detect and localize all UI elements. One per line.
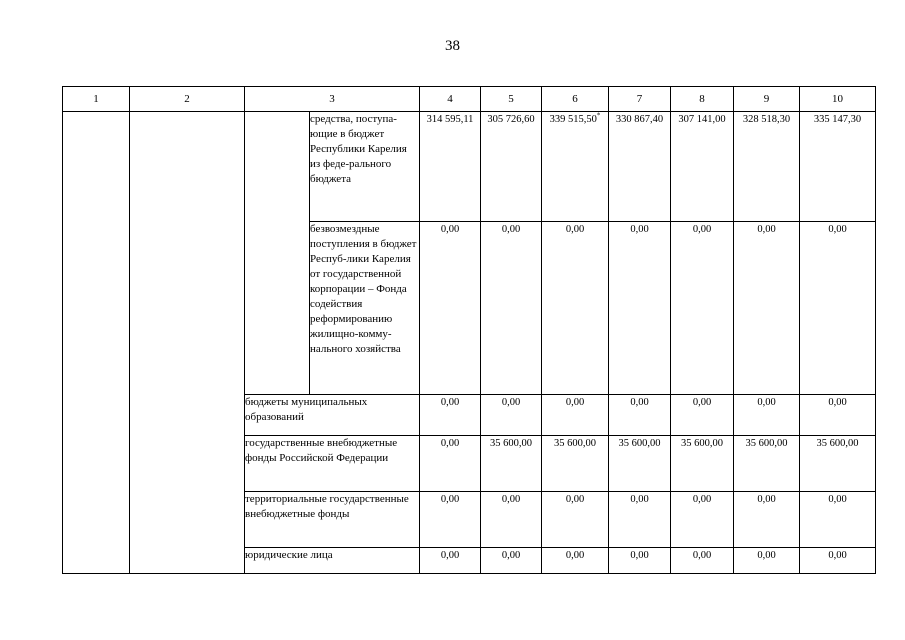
value-cell — [542, 112, 609, 222]
header-cell-7: 7 — [609, 87, 671, 112]
value-cell: 0,00 — [481, 492, 542, 548]
value-cell: 0,00 — [609, 222, 671, 395]
value-cell: 35 600,00 — [609, 436, 671, 492]
value-cell: 0,00 — [542, 492, 609, 548]
value-cell: 0,00 — [671, 222, 734, 395]
value-cell: 0,00 — [671, 492, 734, 548]
header-cell-10: 10 — [800, 87, 876, 112]
value-cell: 0,00 — [734, 222, 800, 395]
value-cell: 0,00 — [734, 492, 800, 548]
value-cell: 0,00 — [671, 395, 734, 436]
value-cell: 0,00 — [609, 548, 671, 574]
header-cell-2: 2 — [130, 87, 245, 112]
value-cell: 0,00 — [481, 548, 542, 574]
value-cell: 0,00 — [734, 395, 800, 436]
header-cell-1: 1 — [63, 87, 130, 112]
header-cell-3: 3 — [245, 87, 420, 112]
value-cell: 0,00 — [542, 222, 609, 395]
header-cell-9: 9 — [734, 87, 800, 112]
value-cell: 0,00 — [800, 492, 876, 548]
column-2-cell — [130, 112, 245, 574]
budget-table — [62, 86, 876, 574]
row-label: государственные внебюджетные фонды Российской Федерации — [245, 436, 420, 492]
value-cell: 0,00 — [420, 492, 481, 548]
column-1-cell — [63, 112, 130, 574]
value-cell: 0,00 — [420, 548, 481, 574]
value-cell: 305 726,60 — [481, 112, 542, 222]
value-text: 339 515,50 — [549, 114, 597, 125]
table-header-row — [63, 87, 876, 112]
value-cell: 307 141,00 — [671, 112, 734, 222]
value-cell: 0,00 — [420, 222, 481, 395]
value-cell: 335 147,30 — [800, 112, 876, 222]
value-cell: 0,00 — [481, 395, 542, 436]
row-label: безвозмездные поступления в бюджет Респуб-лики Карелия от государственной корпорации – Фонда содействия реформированию жилищно-комму-нального хозяйства — [310, 222, 420, 395]
value-cell: 0,00 — [609, 492, 671, 548]
value-cell: 328 518,30 — [734, 112, 800, 222]
value-cell: 0,00 — [420, 395, 481, 436]
value-cell: 0,00 — [800, 548, 876, 574]
value-cell: 35 600,00 — [481, 436, 542, 492]
header-cell-5: 5 — [481, 87, 542, 112]
page-number: 38 — [445, 38, 460, 54]
header-cell-4: 4 — [420, 87, 481, 112]
value-cell: 0,00 — [420, 436, 481, 492]
row-label: территориальные государственные внебюджетные фонды — [245, 492, 420, 548]
table-row — [63, 112, 876, 222]
value-cell: 0,00 — [734, 548, 800, 574]
value-cell: 35 600,00 — [734, 436, 800, 492]
value-cell: 0,00 — [481, 222, 542, 395]
value-cell: 35 600,00 — [800, 436, 876, 492]
column-3-indent-cell — [245, 112, 310, 395]
row-label: средства, поступа-ющие в бюджет Республики Карелия из феде-рального бюджета — [310, 112, 420, 222]
value-cell: 0,00 — [609, 395, 671, 436]
value-cell: 0,00 — [542, 548, 609, 574]
value-cell: 35 600,00 — [542, 436, 609, 492]
value-cell: 314 595,11 — [420, 112, 481, 222]
footnote-mark: * — [596, 111, 601, 120]
value-cell: 0,00 — [800, 222, 876, 395]
value-cell: 0,00 — [800, 395, 876, 436]
row-label: бюджеты муниципальных образований — [245, 395, 420, 436]
value-cell: 35 600,00 — [671, 436, 734, 492]
value-cell: 0,00 — [671, 548, 734, 574]
row-label: юридические лица — [245, 548, 420, 574]
header-cell-8: 8 — [671, 87, 734, 112]
value-cell: 0,00 — [542, 395, 609, 436]
header-cell-6: 6 — [542, 87, 609, 112]
value-cell: 330 867,40 — [609, 112, 671, 222]
